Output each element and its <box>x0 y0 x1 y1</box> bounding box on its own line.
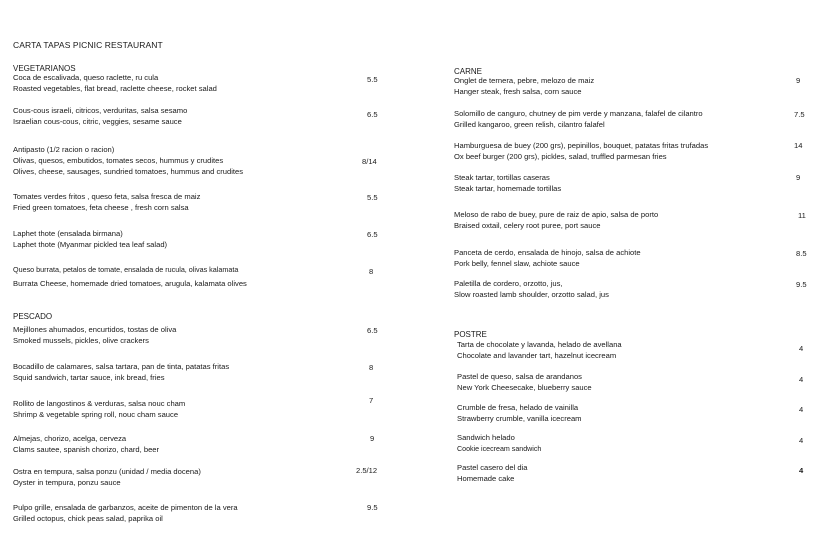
item-name-es: Tarta de chocolate y lavanda, helado de avellana <box>457 340 622 349</box>
item-price: 8 <box>369 363 374 372</box>
menu-item <box>13 503 238 525</box>
item-name-es: Coca de escalivada, queso raclette, ru cula <box>13 73 159 82</box>
menu-item <box>13 325 176 347</box>
item-price: 9 <box>796 173 801 182</box>
menu-item <box>454 141 708 163</box>
item-price: 6.5 <box>367 230 378 239</box>
item-name-es: Antipasto (1/2 racion o racion) <box>13 145 115 154</box>
item-name-es: Crumble de fresa, helado de vainilla <box>457 403 579 412</box>
item-name-es: Pastel de queso, salsa de arandanos <box>457 372 582 381</box>
item-name-en: Hanger steak, fresh salsa, corn sauce <box>454 86 582 96</box>
item-price: 4 <box>799 436 804 445</box>
item-name-es: Pulpo grille, ensalada de garbanzos, aceite de pimenton de la vera <box>13 503 238 512</box>
item-name-en: Smoked mussels, pickles, olive crackers <box>13 335 149 345</box>
item-name-es: Queso burrata, petalos de tomate, ensalada de rucula, olivas kalamata <box>13 265 239 274</box>
item-price: 4 <box>799 344 804 353</box>
menu-item <box>454 210 658 232</box>
item-price: 4 <box>799 375 804 384</box>
item-name-es: Panceta de cerdo, ensalada de hinojo, salsa de achiote <box>454 248 641 257</box>
item-price: 5.5 <box>367 75 378 84</box>
menu-item <box>13 434 159 456</box>
item-price: 7.5 <box>794 110 805 119</box>
item-name-en: Chocolate and lavander tart, hazelnut icecream <box>457 350 617 360</box>
item-name-es: Ostra en tempura, salsa ponzu (unidad / media docena) <box>13 467 201 476</box>
menu-item <box>454 173 561 195</box>
item-name-es: Cous-cous israeli, citricos, verduritas, salsa sesamo <box>13 106 188 115</box>
item-name-en: Roasted vegetables, flat bread, raclette cheese, rocket salad <box>13 83 217 93</box>
item-price: 11 <box>798 211 806 220</box>
menu-item <box>13 399 185 421</box>
item-name-es: Pastel casero del dia <box>457 463 528 472</box>
item-name-en: New York Cheesecake, blueberry sauce <box>457 382 592 392</box>
item-name-en: Laphet thote (Myanmar pickled tea leaf salad) <box>13 239 168 249</box>
menu-item <box>457 340 622 362</box>
item-price: 6.5 <box>367 110 378 119</box>
menu-item <box>457 433 541 455</box>
menu-item <box>457 463 528 485</box>
menu-item <box>13 106 187 128</box>
item-name-en: Oyster in tempura, ponzu sauce <box>13 477 121 487</box>
item-name-en: Slow roasted lamb shoulder, orzotto salad, jus <box>454 289 609 299</box>
item-price: 9.5 <box>796 280 807 289</box>
menu-item <box>13 362 229 384</box>
item-name-en: Homemade cake <box>457 473 515 483</box>
item-price: 5.5 <box>367 193 378 202</box>
item-name-en: Steak tartar, homemade tortillas <box>454 183 562 193</box>
item-name-en: Shrimp & vegetable spring roll, nouc cham sauce <box>13 409 179 419</box>
item-price: 4 <box>799 466 804 475</box>
item-name-es: Meloso de rabo de buey, pure de raiz de apio, salsa de porto <box>454 210 659 219</box>
item-price: 8/14 <box>362 157 377 166</box>
menu-item <box>454 109 703 131</box>
item-name-en: Cookie icecream sandwich <box>457 444 542 453</box>
menu-item <box>457 372 592 394</box>
item-name-en: Clams sautee, spanish chorizo, chard, beer <box>13 444 160 454</box>
item-name-es: Laphet thote (ensalada birmana) <box>13 229 123 238</box>
item-price: 9 <box>370 434 375 443</box>
item-name-en: Pork belly, fennel slaw, achiote sauce <box>454 258 580 268</box>
menu-item <box>13 229 167 251</box>
item-name-es: Steak tartar, tortillas caseras <box>454 173 550 182</box>
item-name-es: Rollito de langostinos & verduras, salsa nouc cham <box>13 399 186 408</box>
menu-item <box>454 248 641 270</box>
item-price: 14 <box>794 141 803 150</box>
item-price: 6.5 <box>367 326 378 335</box>
menu-title: CARTA TAPAS PICNIC RESTAURANT <box>13 40 163 50</box>
menu-item <box>13 467 201 489</box>
menu-item <box>457 403 582 425</box>
item-price: 4 <box>799 405 804 414</box>
item-name-en: Braised oxtail, celery root puree, port sauce <box>454 220 601 230</box>
item-price: 2.5/12 <box>356 466 378 475</box>
item-name-en: Squid sandwich, tartar sauce, ink bread, fries <box>13 372 165 382</box>
item-name-en: Strawberry crumble, vanilla icecream <box>457 413 582 423</box>
item-name-es: Mejillones ahumados, encurtidos, tostas de oliva <box>13 325 177 334</box>
item-name-es: Solomillo de canguro, chutney de pim verde y manzana, falafel de cilantro <box>454 109 703 118</box>
menu-item <box>454 279 609 301</box>
menu-item <box>13 73 217 95</box>
menu-item <box>13 265 247 290</box>
item-price: 9 <box>796 76 801 85</box>
item-name-es: Sandwich helado <box>457 433 515 442</box>
menu-item <box>454 76 594 98</box>
item-name-es: Bocadillo de calamares, salsa tartara, pan de tinta, patatas fritas <box>13 362 230 371</box>
item-name-es: Onglet de ternera, pebre, melozo de maiz <box>454 76 595 85</box>
item-price: 9.5 <box>367 503 378 512</box>
item-name-en: Ox beef burger (200 grs), pickles, salad, truffled parmesan fries <box>454 151 667 161</box>
item-name-es: Paletilla de cordero, orzotto, jus, <box>454 279 563 288</box>
item-name-en: Grilled octopus, chick peas salad, paprika oil <box>13 513 163 523</box>
section-heading-pescado: PESCADO <box>13 312 53 321</box>
item-price: 7 <box>369 396 374 405</box>
item-name-es: Hamburguesa de buey (200 grs), pepinillos, bouquet, patatas fritas trufadas <box>454 141 709 150</box>
item-description-es: Olivas, quesos, embutidos, tomates secos, hummus y crudites <box>13 155 224 165</box>
section-heading-postre: POSTRE <box>454 330 487 339</box>
item-name-en: Olives, cheese, sausages, sundried tomatoes, hummus and crudites <box>13 166 244 176</box>
item-price: 8.5 <box>796 249 807 258</box>
section-heading-carne: CARNE <box>454 67 483 76</box>
menu-item <box>13 192 200 214</box>
section-heading-vegetarianos: VEGETARIANOS <box>13 64 76 73</box>
item-name-en: Burrata Cheese, homemade dried tomatoes, arugula, kalamata olives <box>13 278 247 288</box>
item-name-en: Fried green tomatoes, feta cheese , fresh corn salsa <box>13 202 189 212</box>
menu-item <box>13 145 243 177</box>
item-name-es: Almejas, chorizo, acelga, cerveza <box>13 434 127 443</box>
item-name-en: Grilled kangaroo, green relish, cilantro falafel <box>454 119 605 129</box>
item-price: 8 <box>369 267 374 276</box>
item-name-es: Tomates verdes fritos , queso feta, salsa fresca de maiz <box>13 192 201 201</box>
item-name-en: Israelian cous-cous, citric, veggies, sesame sauce <box>13 116 182 126</box>
